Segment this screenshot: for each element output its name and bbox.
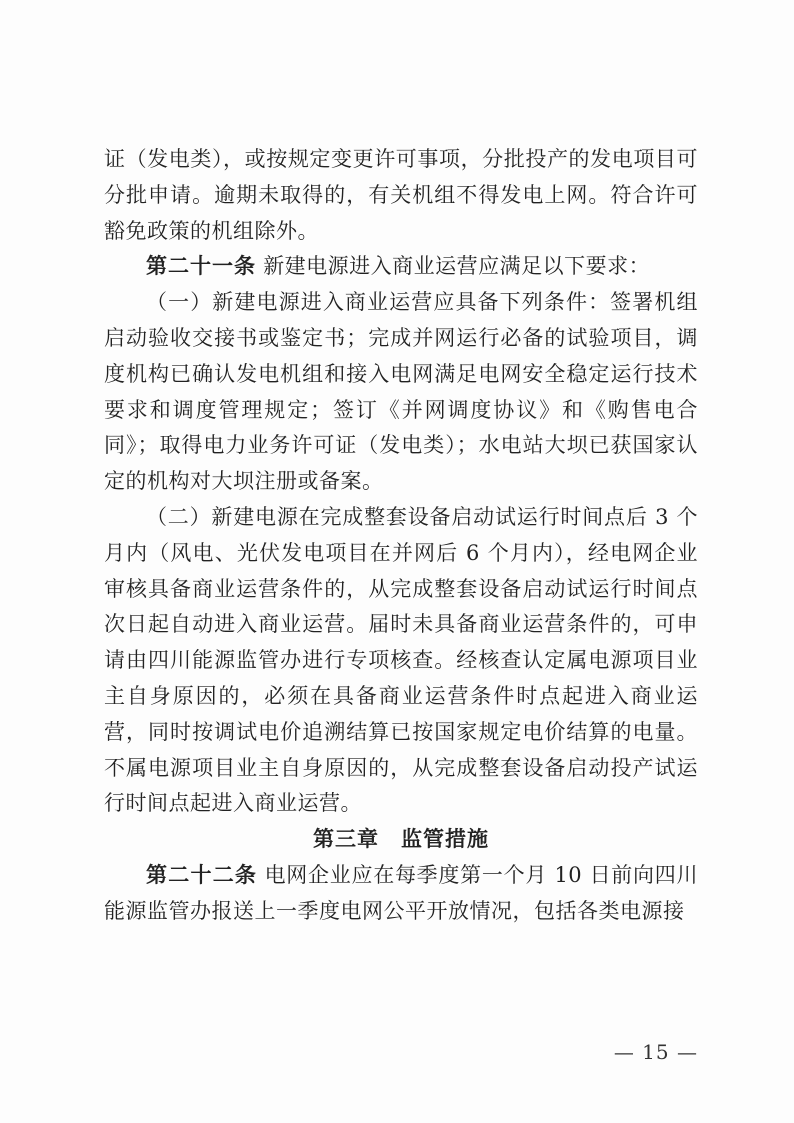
continuation-paragraph: 证（发电类），或按规定变更许可事项，分批投产的发电项目可分批申请。逾期未取得的，有关机组不得发电上网。符合许可豁免政策的机组除外。 (104, 147, 698, 243)
article-21-label: 第二十一条 (146, 254, 256, 279)
page-number: — 15 — (613, 1040, 698, 1064)
article-21-paragraph (104, 249, 698, 285)
article-21-item-1: （一）新建电源进入商业运营应具备下列条件：签署机组启动验收交接书或鉴定书；完成并网运行必备的试验项目，调度机构已确认发电机组和接入电网满足电网安全稳定运行技术要求和调度管理规定；签订《并网调度协议》和《购售电合同》；取得电力业务许可证（发电类）；水电站大坝已获国家认定的机构对大坝注册或备案。 (104, 290, 698, 494)
article-22-label: 第二十二条 (146, 862, 258, 887)
article-21-item-2: （二）新建电源在完成整套设备启动试运行时间点后 3 个月内（风电、光伏发电项目在并网后 6 个月内），经电网企业审核具备商业运营条件的，从完成整套设备启动试运行时间点次日起自动进入商业运营。届时未具备商业运营条件的，可申请由四川能源监管办进行专项核查。经核查认定属电源项目业主自身原因的，必须在具备商业运营条件时点起进入商业运营，同时按调试电价追溯结算已按国家规定电价结算的电量。不属电源项目业主自身原因的，从完成整套设备启动投产试运行时间点起进入商业运营。 (104, 504, 698, 816)
chapter-title: 第三章 监管措施 (313, 827, 489, 852)
article-22-paragraph (104, 858, 698, 930)
article-22-text: 电网企业应在每季度第一个月 10 日前向四川能源监管办报送上一季度电网公平开放情况，包括各类电源接 (104, 862, 698, 923)
body-text (104, 142, 698, 930)
article-21-text: 新建电源进入商业运营应满足以下要求： (263, 254, 651, 279)
